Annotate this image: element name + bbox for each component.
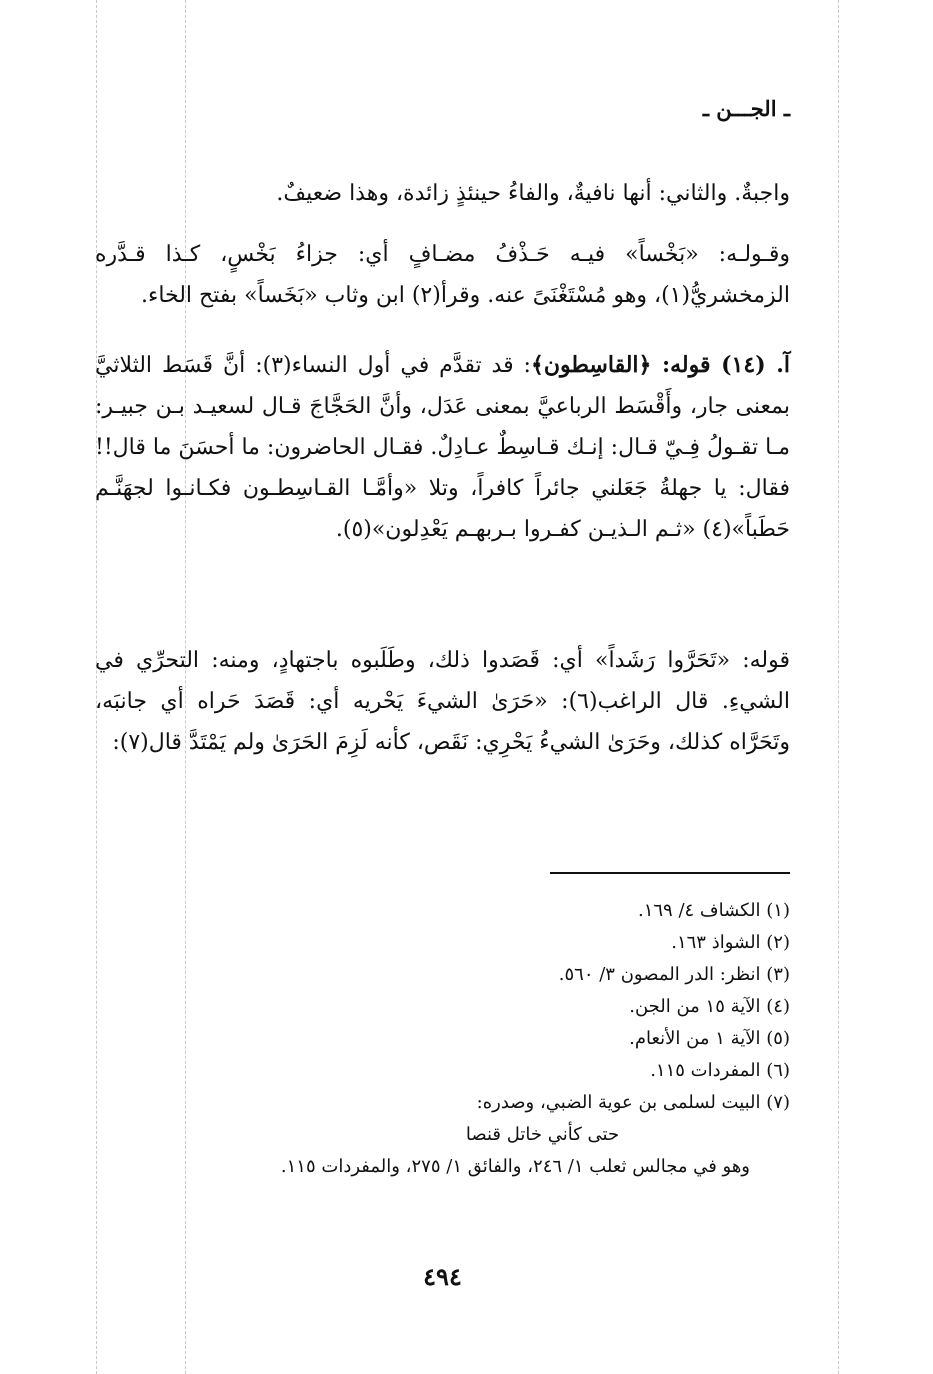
paragraph-3-text: : قد تقدَّم في أول النساء(٣): أنَّ قَسَط الثلاثيَّ بمعنى جار، وأَقْسَط الرباعيَّ بمعنى عَدَل، وأنَّ الحَجَّاجَ قـال لسعيـد بـن جبيـر: مـا تقـولُ فِـيّ قـال: إنـك قـاسِطٌ عـادِلٌ. فقـال الحاضرون: ما أحسَنَ ما قال!! فقال: يا جهلةُ جَعَلني جائراً كافراً، وتلا «وأمَّـا القـاسِطـون فكـانـوا لجهَنَّـم حَطَباً»(٤) «ثـم الـذيـن كفـروا بـربهـم يَعْدِلون»(٥). bbox=[95, 353, 790, 542]
paragraph-4: قوله: «تَحَرَّوا رَشَداً» أي: قَصَدوا ذلك، وطَلَبوه باجتهادٍ، ومنه: التحرِّي في الشيءِ. قال الراغب(٦): «حَرَىٰ الشيءَ يَحْريه أي: قَصَدَ حَراه أي جانبَه، وتَحَرَّاه كذلك، وحَرَىٰ الشيءُ يَحْرِي: نَقَص، كأنه لَزِمَ الحَرَىٰ ولم يَمْتَدَّ قال(٧): bbox=[95, 648, 790, 755]
footnote-7-continuation: وهو في مجالس ثعلب ١/ ٢٤٦، والفائق ١/ ٢٧٥، والمفردات ١١٥. bbox=[280, 1156, 750, 1177]
paragraph-1: واجبةٌ. والثاني: أنها نافيةٌ، والفاءُ حينئذٍ زائدة، وهذا ضعيفٌ. bbox=[276, 181, 790, 206]
scan-margin-line-right bbox=[838, 0, 839, 1374]
page-number: ٤٩٤ bbox=[423, 1262, 462, 1291]
footnotes bbox=[95, 895, 790, 1183]
verse-heading: آ. (١٤) قوله: ﴿القاسِطون﴾ bbox=[530, 352, 790, 378]
footnote-6: (٦) المفردات ١١٥. bbox=[650, 1060, 790, 1081]
footnote-7-verse: حتى كأني خاتل قنصا bbox=[465, 1124, 620, 1145]
footnote-3: (٣) انظر: الدر المصون ٣/ ٥٦٠. bbox=[558, 964, 790, 985]
footnote-1: (١) الكشاف ٤/ ١٦٩. bbox=[637, 900, 790, 921]
footnote-5: (٥) الآية ١ من الأنعام. bbox=[629, 1028, 790, 1049]
footnote-divider bbox=[550, 872, 790, 874]
footnote-2: (٢) الشواذ ١٦٣. bbox=[671, 932, 790, 953]
running-header: ـ الجـــن ـ bbox=[702, 96, 790, 121]
paragraph-2: وقـولـه: «بَخْساً» فيـه حَـذْفُ مضـافٍ أي: جزاءُ بَخْسٍ، كـذا قـدَّره الزمخشريُّ(١)، وهو مُسْتَغْنَىً عنه. وقرأ(٢) ابن وثاب «بَخَساً» بفتح الخاء. bbox=[95, 242, 790, 308]
footnote-4: (٤) الآية ١٥ من الجن. bbox=[629, 996, 790, 1017]
footnote-7: (٧) البيت لسلمى بن عوية الضبي، وصدره: bbox=[476, 1092, 790, 1113]
paragraph-3 bbox=[95, 345, 790, 550]
